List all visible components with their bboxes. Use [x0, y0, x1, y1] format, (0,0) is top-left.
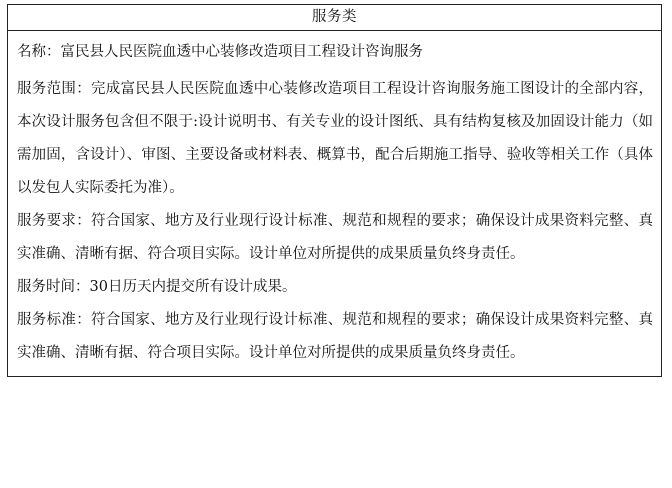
service-time: 服务时间：30日历天内提交所有设计成果。	[17, 279, 297, 295]
content-cell	[8, 31, 662, 377]
service-requirements: 服务要求：符合国家、地方及行业现行设计标准、规范和规程的要求；确保设计成果资料完整、真实准确、清晰有据、符合项目实际。设计单位对所提供的成果质量负终身责任。	[17, 213, 653, 262]
service-table	[7, 4, 662, 377]
service-scope: 服务范围：完成富民县人民医院血透中心装修改造项目工程设计咨询服务施工图设计的全部内容，本次设计服务包含但不限于:设计说明书、有关专业的设计图纸、具有结构复核及加固设计能力（如需加固，含设计）、审图、主要设备或材料表、概算书，配合后期施工指导、验收等相关工作（具体以发包人实际委托为准）。	[17, 81, 653, 196]
service-name: 名称：富民县人民医院血透中心装修改造项目工程设计咨询服务	[17, 44, 423, 60]
content-row	[8, 31, 662, 377]
header-row	[8, 5, 662, 31]
service-standard: 服务标准：符合国家、地方及行业现行设计标准、规范和规程的要求；确保设计成果资料完整、真实准确、清晰有据、符合项目实际。设计单位对所提供的成果质量负终身责任。	[17, 312, 653, 361]
table-header: 服务类	[8, 5, 662, 31]
